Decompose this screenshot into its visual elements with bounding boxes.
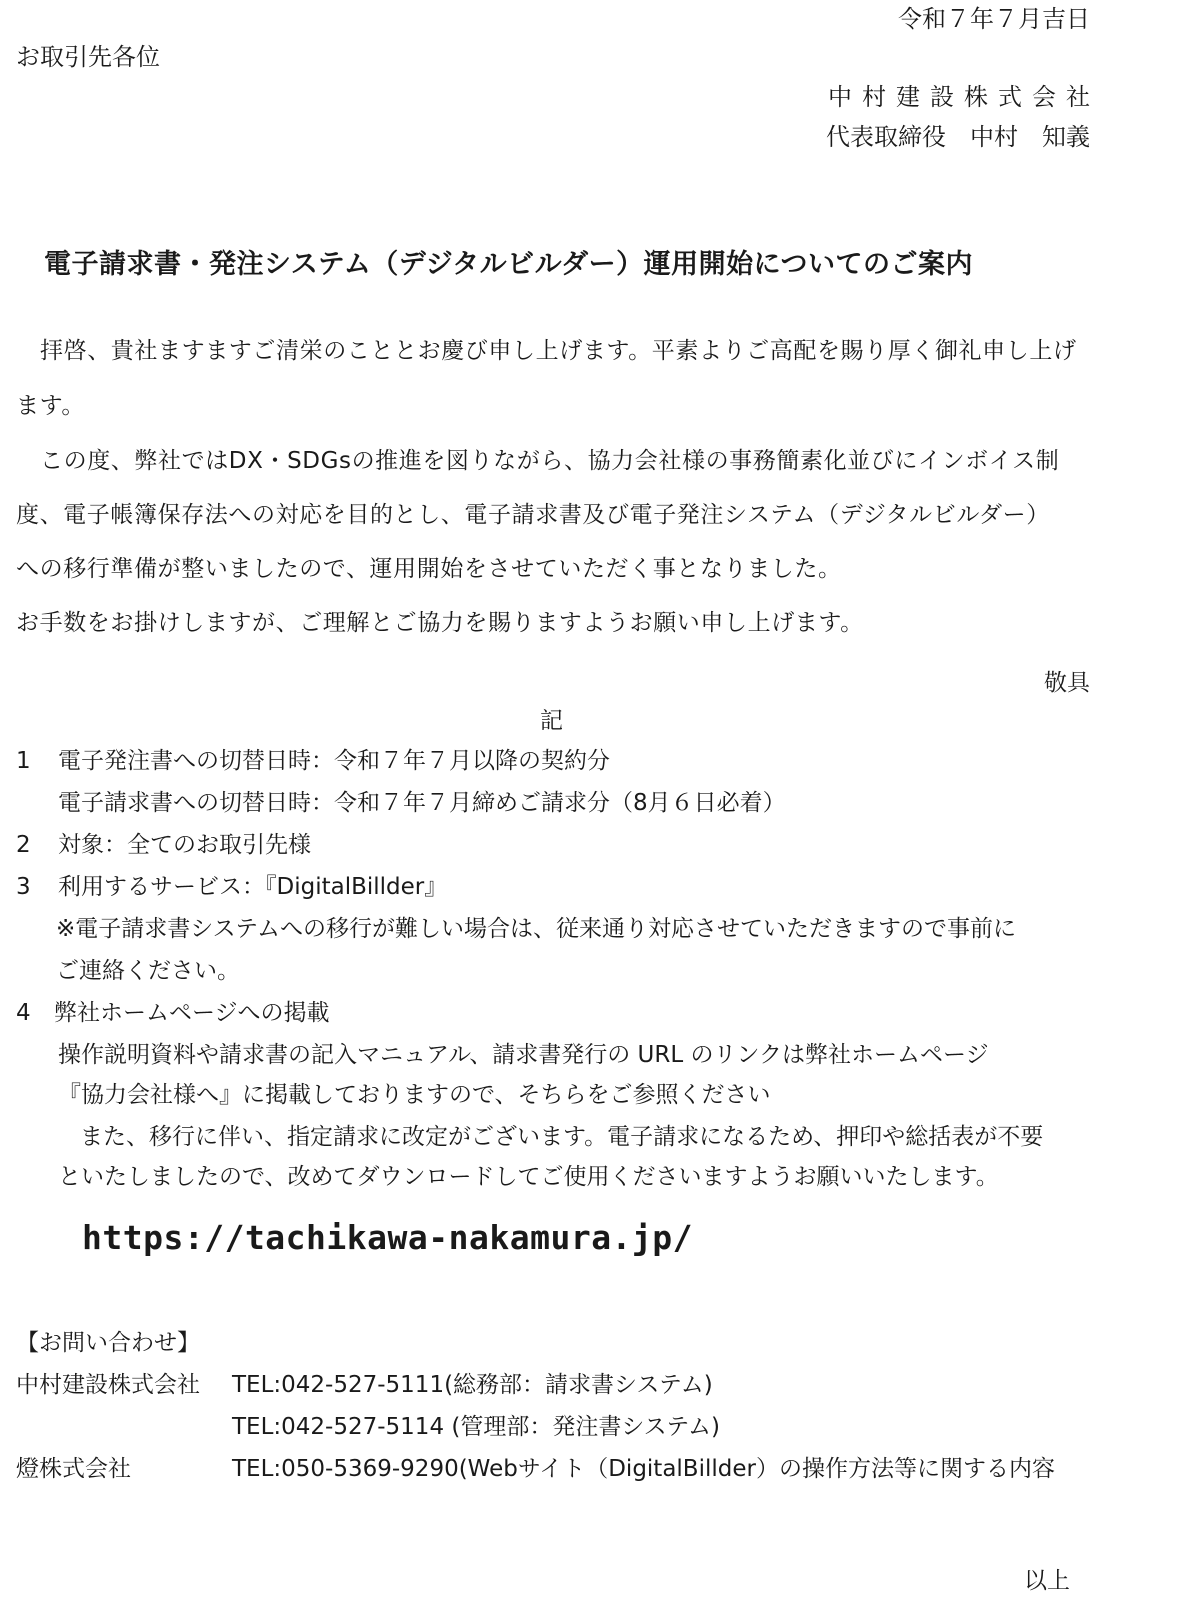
- body-paragraph-1-line-2: ます。: [16, 393, 85, 419]
- contact-2-tel: TEL:050-5369-9290(Webサイト（DigitalBillder）の操作方法等に関する内容: [232, 1456, 1055, 1482]
- document-date: 令和７年７月吉日: [898, 5, 1090, 33]
- contact-2-company: 燈株式会社: [16, 1456, 131, 1482]
- item-4-line-1: 弊社ホームページへの掲載: [54, 1000, 330, 1026]
- item-4-text-2: 『協力会社様へ』に掲載しておりますので、そちらをご参照ください: [58, 1082, 771, 1108]
- closing-keigu: 敬具: [1044, 670, 1090, 696]
- homepage-url[interactable]: https://tachikawa-nakamura.jp/: [82, 1218, 694, 1257]
- end-ijou: 以上: [1024, 1568, 1070, 1594]
- item-1-line-2: 電子請求書への切替日時：令和７年７月締めご請求分（8月６日必着）: [58, 790, 786, 816]
- body-paragraph-3-line-1: お手数をお掛けしますが、ご理解とご協力を賜りますようお願い申し上げます。: [16, 610, 864, 636]
- body-paragraph-1-line-1: 拝啓、貴社ますますご清栄のこととお慶び申し上げます。平素よりご高配を賜り厚く御礼申し上げ: [40, 338, 1077, 364]
- sender-representative: 代表取締役 中村 知義: [826, 123, 1090, 151]
- item-3-note-2: ご連絡ください。: [56, 958, 240, 984]
- ki-marker: 記: [540, 708, 563, 734]
- item-1-line-1: 電子発注書への切替日時：令和７年７月以降の契約分: [58, 748, 610, 774]
- item-2-number: 2: [16, 832, 31, 858]
- body-paragraph-2-line-1: この度、弊社ではDX・SDGsの推進を図りながら、協力会社様の事務簡素化並びにインボイス制: [40, 448, 1060, 474]
- contact-1-company: 中村建設株式会社: [16, 1372, 200, 1398]
- addressee: お取引先各位: [16, 43, 160, 71]
- item-1-number: 1: [16, 748, 31, 774]
- document-title: 電子請求書・発注システム（デジタルビルダー）運用開始についてのご案内: [44, 249, 974, 280]
- item-4-text-1: 操作説明資料や請求書の記入マニュアル、請求書発行の URL のリンクは弊社ホームページ: [58, 1042, 989, 1068]
- item-3-number: 3: [16, 874, 31, 900]
- body-paragraph-2-line-2: 度、電子帳簿保存法への対応を目的とし、電子請求書及び電子発注システム（デジタルビルダー）: [16, 502, 1050, 528]
- body-paragraph-2-line-3: への移行準備が整いましたので、運用開始をさせていただく事となりました。: [16, 556, 842, 582]
- contact-1-tel-2: TEL:042-527-5114 (管理部：発注書システム): [232, 1414, 721, 1440]
- item-4-text-3: また、移行に伴い、指定請求に改定がございます。電子請求になるため、押印や総括表が不要: [80, 1124, 1044, 1150]
- item-3-line-1: 利用するサービス：『DigitalBillder』: [58, 874, 448, 900]
- contact-1-tel-1: TEL:042-527-5111(総務部：請求書システム): [232, 1372, 713, 1398]
- contact-heading: 【お問い合わせ】: [16, 1330, 200, 1356]
- item-4-text-4: といたしましたので、改めてダウンロードしてご使用くださいますようお願いいたします。: [58, 1164, 999, 1190]
- item-3-note-1: ※電子請求書システムへの移行が難しい場合は、従来通り対応させていただきますので事前に: [56, 916, 1016, 942]
- item-2-line-1: 対象：全てのお取引先様: [58, 832, 311, 858]
- sender-company: 中村建設株式会社: [828, 83, 1100, 111]
- item-4-number: 4: [16, 1000, 31, 1026]
